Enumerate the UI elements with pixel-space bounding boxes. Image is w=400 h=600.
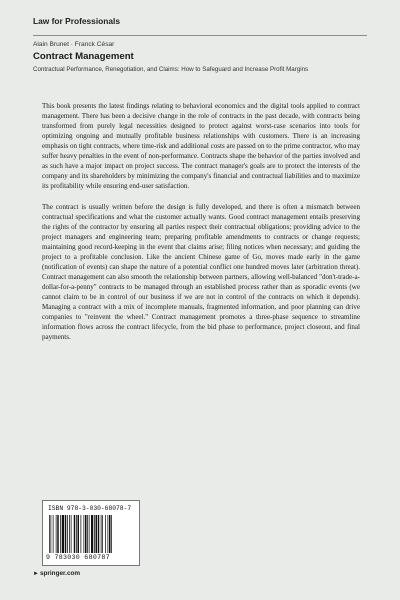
barcode-bars xyxy=(49,515,133,553)
header-divider xyxy=(33,35,367,36)
website-link[interactable]: springer.com xyxy=(39,570,81,577)
blurb-paragraph-1: This book presents the latest findings relating to behavioral economics and the digital tools applied to contract management. There has been a decisive change in the role of contracts in the past decade, with contracts being transformed from purely legal necessities designed to protect against worst-case scenarios into tools for optimizing ongoing and mutually profitable business relationships with customers. There is an increasing emphasis on tight contracts, where time-risk and additional costs are passed on to the prime contractor, who may suffer heavy penalties in the event of non-performance. Contracts shape the behavior of the parties involved and as such have a major impact on project success. The contract manager's goals are to protect the interests of the company and its shareholders by minimizing the company's financial and contractual liabilities and to maximize its profitability while ensuring end-user satisfaction. xyxy=(42,102,360,190)
blurb-text xyxy=(42,101,360,353)
arrow-icon: ► xyxy=(33,571,39,577)
blurb-paragraph-2: The contract is usually written before the design is fully developed, and there is often a mismatch between contractual specifications and what the customer actually wants. Good contract management entails preserving the rights of the contractor by ensuring all parties respect their contractual obligations; providing advice to the project managers and engineering team; preparing profitable amendments to contracts or change requests; maintaining good record-keeping in the event that claims arise; filing notices when necessary; and guiding the project to a profitable conclusion. Like the ancient Chinese game of Go, moves made early in the game (notification of events) can shape the nature of a potential conflict one hundred moves later (arbitration threat). Contract management can also smooth the relationship between partners, allowing well-balanced "don't-trade-a-dollar-for-a-penny" contracts to be managed through an established process rather than as sporadic events (we cannot claim to be in control of our business if we are not in control of the contracts on which it depends). Managing a contract with a mix of incomplete manuals, fragmented information, and poor planning can drive companies to "reinvent the wheel." Contract management promotes a three-phase sequence to streamline information flows across the contract lifecycle, from the bid phase to performance, project closeout, and final payments. xyxy=(42,203,360,341)
book-subtitle: Contractual Performance, Renegotiation, and Claims: How to Safeguard and Increase Profit Margins xyxy=(33,66,309,73)
isbn-label: ISBN 978-3-030-68078-7 xyxy=(48,505,132,512)
isbn-barcode xyxy=(42,500,140,566)
barcode-digits: 9 783030 680787 xyxy=(46,554,110,561)
series-name: Law for Professionals xyxy=(33,16,121,26)
publisher-website xyxy=(33,570,80,577)
book-title: Contract Management xyxy=(33,51,134,62)
book-authors: Alain Brunet · Franck César xyxy=(33,41,115,48)
